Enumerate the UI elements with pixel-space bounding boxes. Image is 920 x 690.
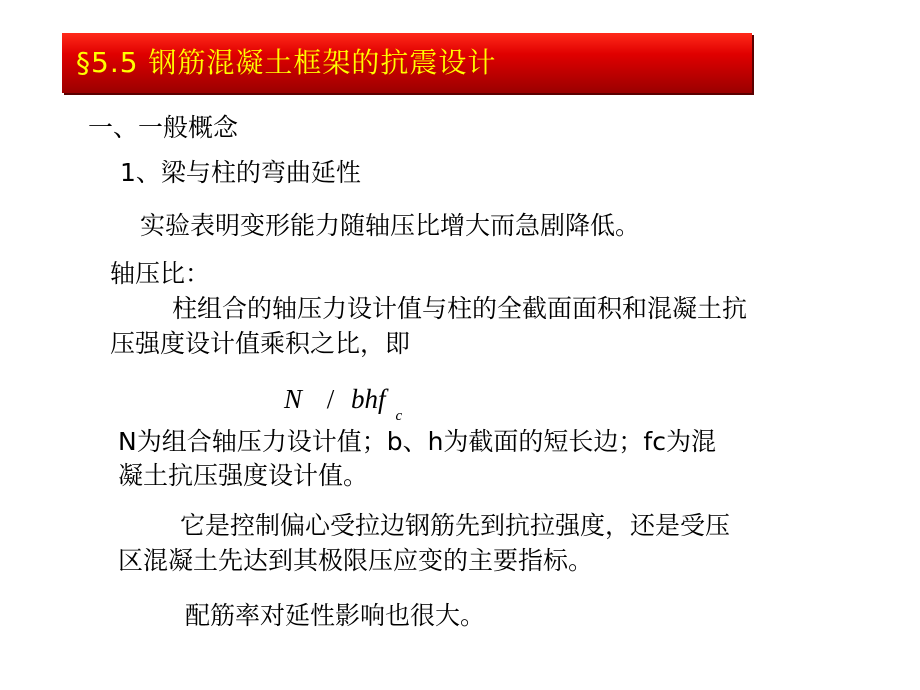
paragraph-deformation: 实验表明变形能力随轴压比增大而急剧降低。 [140,211,641,240]
slide-title: §5.5 钢筋混凝土框架的抗震设计 [76,46,497,79]
definition-line-2: 压强度设计值乘积之比，即 [110,329,411,358]
paragraph-control-line-1: 它是控制偏心受拉边钢筋先到抗拉强度，还是受压 [180,511,731,540]
title-banner [62,33,752,93]
definition-line-1: 柱组合的轴压力设计值与柱的全截面面积和混凝土抗 [172,294,748,323]
term-label: 轴压比： [110,259,211,288]
axial-compression-ratio-formula [284,383,403,424]
paragraph-control-line-2: 区混凝土先达到其极限压应变的主要指标。 [118,546,594,575]
formula-slash: / [326,384,335,414]
subsection-heading: 1、梁与柱的弯曲延性 [120,158,361,187]
formula-bhf: bhf [351,384,386,414]
note-line-1: N为组合轴压力设计值；b、h为截面的短长边；fc为混 [118,427,716,456]
section-heading: 一、一般概念 [88,113,239,142]
paragraph-reinforcement: 配筋率对延性影响也很大。 [185,601,486,630]
note-line-2: 凝土抗压强度设计值。 [118,461,369,490]
formula-n: N [284,384,303,414]
formula-subscript: c [395,408,403,424]
